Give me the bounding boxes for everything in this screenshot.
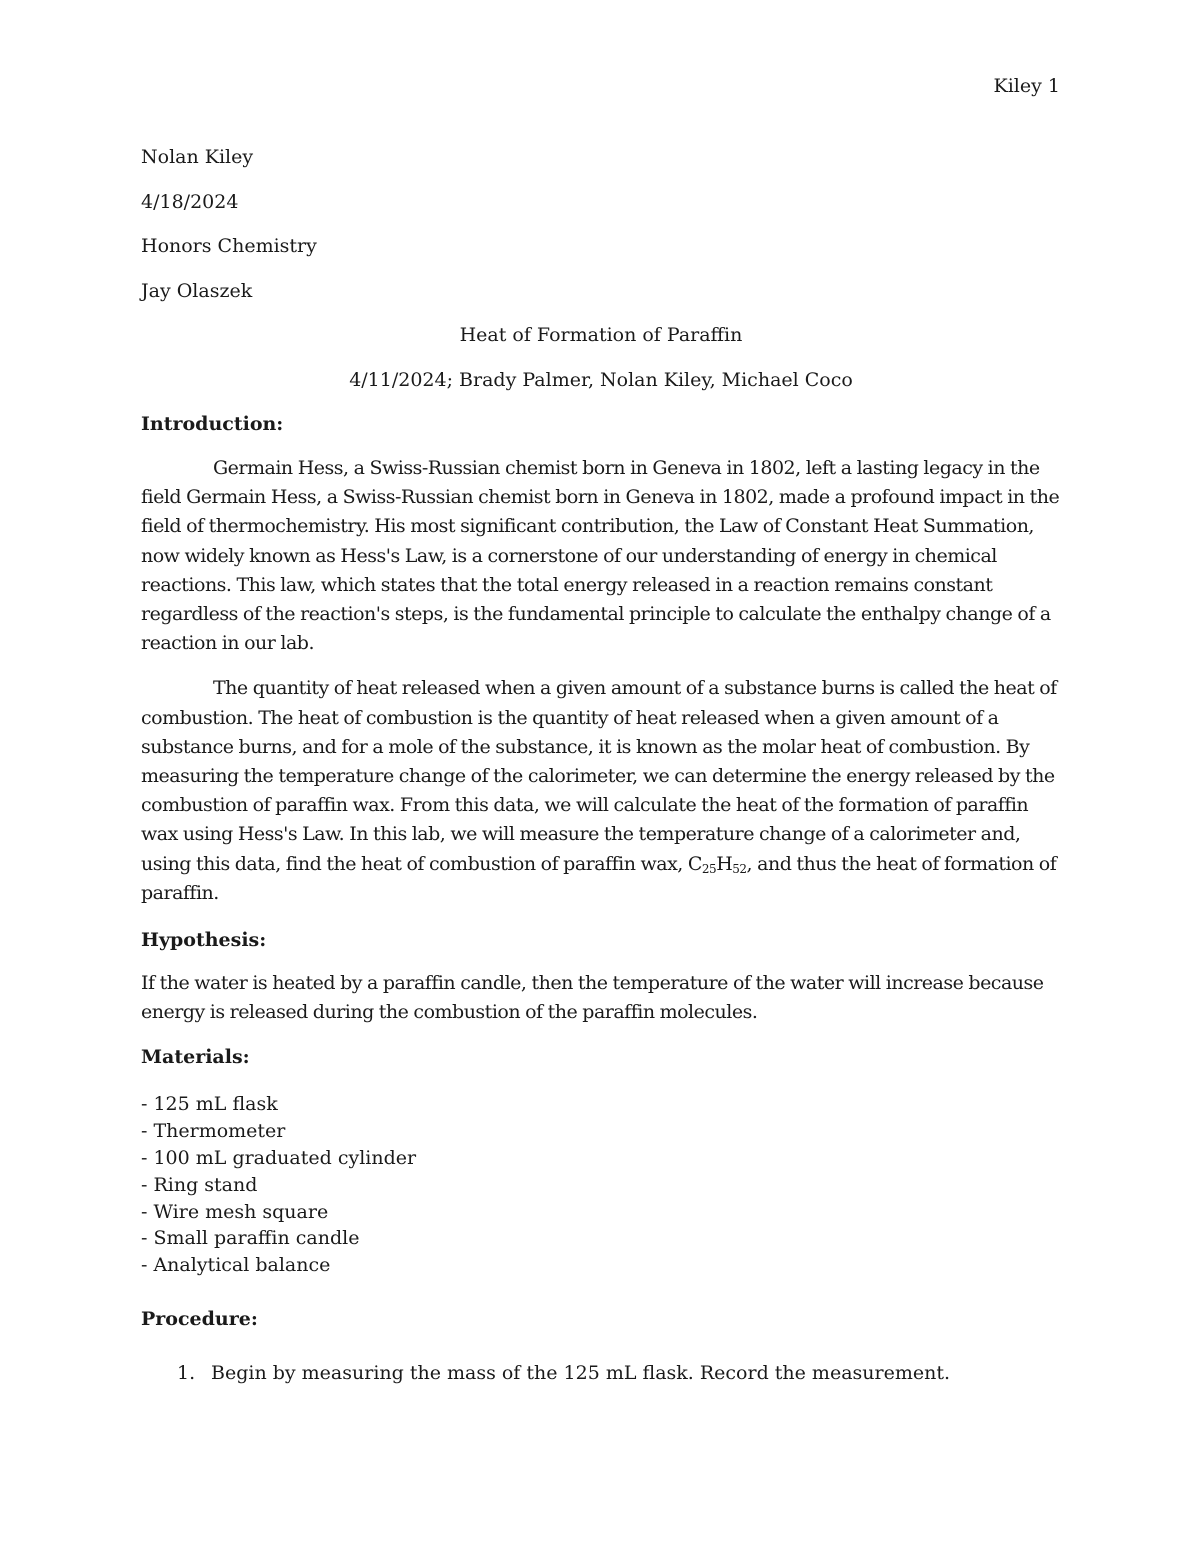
procedure-step: [141, 1361, 1061, 1385]
paragraph-2-text-end: , and thus the heat of formation of paraffin.: [141, 852, 1057, 904]
paraffin-formula: $C_{25}H_{52}$: [687, 852, 747, 876]
instructor-name: Jay Olaszek: [141, 279, 253, 302]
list-item: - Ring stand: [141, 1173, 258, 1196]
paragraph-2-text: The quantity of heat released when a given amount of a substance burns is called the heat of combustion. The heat of combustion is the quantity of heat released when a given amount of a substance burns, and for a mole of the substance, it is known as the molar heat of combustion. By measuring the temperature change of the calorimeter, we can determine the energy released by the combustion of paraffin wax. From this data, we will calculate the heat of the formation of paraffin wax using Hess's Law. In this lab, we will measure the temperature change of a calorimeter and, using this data, find the heat of combustion of paraffin wax,: [141, 677, 1057, 875]
hypothesis-heading: Hypothesis:: [141, 929, 267, 952]
materials-heading: Materials:: [141, 1046, 250, 1069]
materials-list: [141, 1091, 1061, 1279]
document-title: Heat of Formation of Paraffin: [459, 324, 743, 346]
list-item: - Small paraffin candle: [141, 1227, 360, 1250]
procedure-heading: Procedure:: [141, 1308, 258, 1331]
list-item: - Thermometer: [141, 1120, 286, 1143]
list-item: - 100 mL graduated cylinder: [141, 1147, 417, 1170]
hypothesis-text: If the water is heated by a paraffin candle, then the temperature of the water will increase because energy is released during the combustion of the paraffin molecules.: [141, 972, 1044, 1024]
list-item: - Analytical balance: [141, 1254, 331, 1277]
procedure-list: [141, 1361, 1061, 1385]
running-head: Kiley 1: [993, 75, 1060, 97]
step-text: Begin by measuring the mass of the 125 mL flask. Record the measurement.: [211, 1362, 951, 1385]
mla-heading: [141, 145, 1061, 392]
introduction-heading: Introduction:: [141, 413, 284, 435]
introduction-paragraph-1: Germain Hess, a Swiss-Russian chemist born in Geneva in 1802, left a lasting legacy in the field Germain Hess, a Swiss-Russian chemist born in Geneva in 1802, made a profound impact in the field of thermochemistry. His most significant contribution, the Law of Constant Heat Summation, now widely known as Hess's Law, is a cornerstone of our understanding of energy in chemical reactions. This law, which states that the total energy released in a reaction remains constant regardless of the reaction's steps, is the fundamental principle to calculate the enthalpy change of a reaction in our lab.: [141, 457, 1060, 655]
list-item: - Wire mesh square: [141, 1200, 329, 1223]
report-date: 4/18/2024: [141, 190, 239, 213]
author-name: Nolan Kiley: [141, 146, 254, 168]
introduction-paragraph-2: [141, 674, 1061, 908]
list-item: - 125 mL flask: [141, 1093, 278, 1116]
step-number: 1.: [177, 1362, 196, 1385]
course-name: Honors Chemistry: [141, 235, 317, 257]
document-body: [141, 145, 1061, 1385]
document-subtitle: 4/11/2024; Brady Palmer, Nolan Kiley, Michael Coco: [349, 368, 853, 391]
